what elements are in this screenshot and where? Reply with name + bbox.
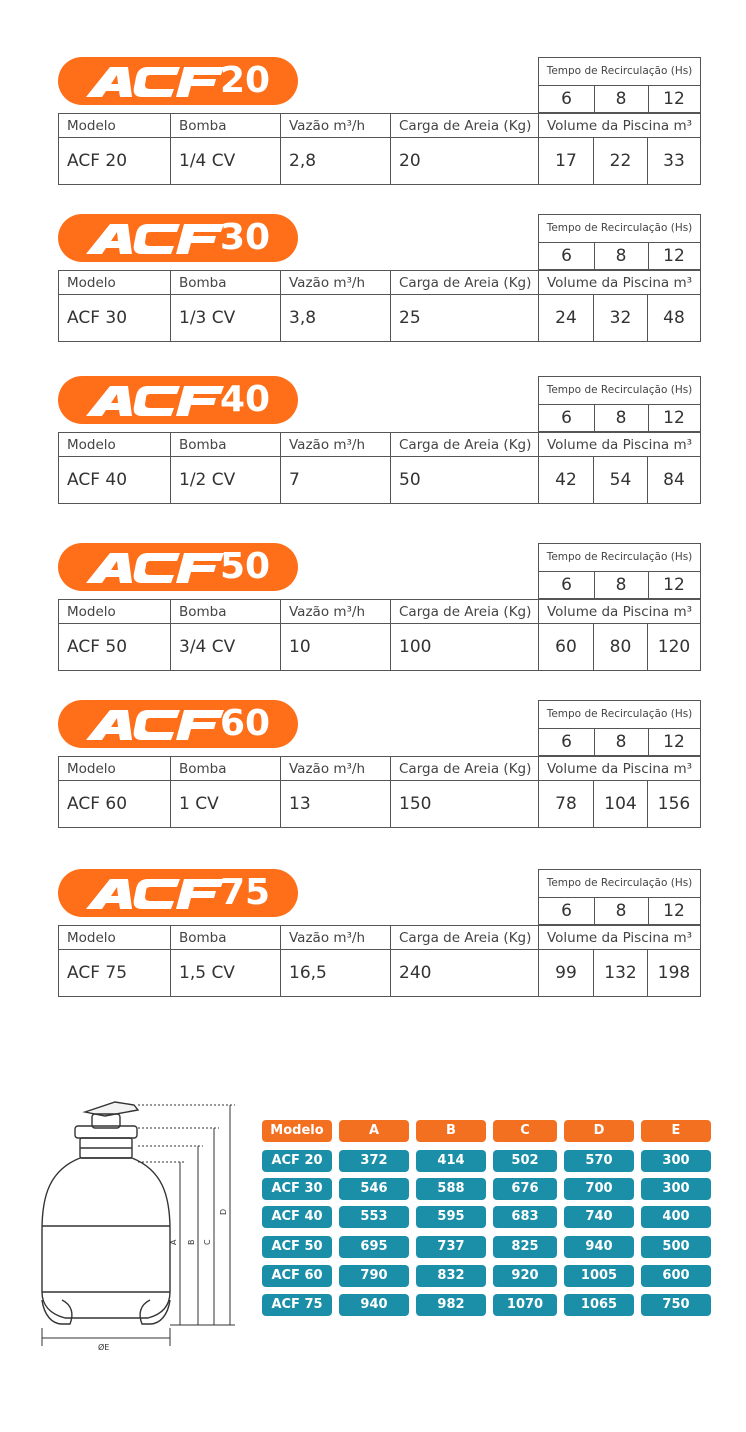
dimension-row bbox=[262, 1178, 712, 1200]
cell-volume-8h: 22 bbox=[594, 138, 648, 184]
hours-6: 6 bbox=[539, 898, 595, 925]
cell-volume-6h: 42 bbox=[539, 457, 594, 503]
cell-volume-6h: 78 bbox=[539, 781, 594, 827]
dimension-header-row bbox=[262, 1120, 712, 1142]
col-modelo: Modelo bbox=[59, 926, 171, 950]
cell-volume-12h: 156 bbox=[657, 794, 691, 814]
dimension-cell: 502 bbox=[493, 1150, 557, 1172]
dimension-cell: 740 bbox=[564, 1206, 634, 1228]
model-block-60 bbox=[58, 700, 701, 830]
dimension-cell: 695 bbox=[339, 1236, 409, 1258]
dim-c-label: C bbox=[203, 1239, 212, 1245]
dimension-cell: ACF 40 bbox=[262, 1206, 332, 1228]
dim-b-label: B bbox=[187, 1239, 196, 1245]
hours-6: 6 bbox=[539, 405, 595, 432]
recirculation-header bbox=[538, 376, 701, 432]
dim-d-label: D bbox=[219, 1208, 228, 1215]
model-badge bbox=[58, 57, 298, 105]
cell-bomba: 1,5 CV bbox=[171, 950, 281, 996]
dimension-header-cell: Modelo bbox=[262, 1120, 332, 1142]
recirc-title: Tempo de Recirculação (Hs) bbox=[539, 870, 700, 898]
recirculation-header bbox=[538, 214, 701, 270]
dimension-cell: 750 bbox=[641, 1294, 711, 1316]
recirc-title: Tempo de Recirculação (Hs) bbox=[539, 701, 700, 729]
col-modelo: Modelo bbox=[59, 600, 171, 624]
col-carga: Carga de Areia (Kg) bbox=[391, 757, 539, 781]
col-volume: Volume da Piscina m³ bbox=[539, 114, 700, 138]
dimension-cell: 1065 bbox=[564, 1294, 634, 1316]
col-volume: Volume da Piscina m³ bbox=[539, 433, 700, 457]
col-volume: Volume da Piscina m³ bbox=[539, 271, 700, 295]
recirculation-header bbox=[538, 57, 701, 113]
col-carga: Carga de Areia (Kg) bbox=[391, 271, 539, 295]
hours-6: 6 bbox=[539, 572, 595, 599]
model-number: 30 bbox=[220, 217, 271, 258]
dimension-cell: ACF 20 bbox=[262, 1150, 332, 1172]
cell-volume-8h: 54 bbox=[594, 457, 648, 503]
hours-12: 12 bbox=[663, 732, 685, 752]
dimension-header-cell: B bbox=[416, 1120, 486, 1142]
hours-6: 6 bbox=[539, 86, 595, 113]
dimension-cell: 676 bbox=[493, 1178, 557, 1200]
dimension-cell: 832 bbox=[416, 1265, 486, 1287]
recirc-title: Tempo de Recirculação (Hs) bbox=[539, 377, 700, 405]
model-number: 50 bbox=[220, 546, 271, 587]
model-badge bbox=[58, 700, 298, 748]
dimension-row bbox=[262, 1265, 712, 1287]
model-badge bbox=[58, 869, 298, 917]
dimension-cell: 1070 bbox=[493, 1294, 557, 1316]
dimension-cell: 553 bbox=[339, 1206, 409, 1228]
cell-modelo: ACF 20 bbox=[59, 138, 171, 184]
dimension-header-cell: D bbox=[564, 1120, 634, 1142]
dimension-cell: 588 bbox=[416, 1178, 486, 1200]
col-vazao: Vazão m³/h bbox=[281, 433, 391, 457]
acf-logo-icon bbox=[84, 875, 224, 911]
cell-bomba: 1/2 CV bbox=[171, 457, 281, 503]
dimension-cell: 790 bbox=[339, 1265, 409, 1287]
cell-vazao: 2,8 bbox=[281, 138, 391, 184]
cell-volume-8h: 80 bbox=[594, 624, 648, 670]
dimension-row bbox=[262, 1206, 712, 1228]
dimension-cell: 825 bbox=[493, 1236, 557, 1258]
cell-carga: 25 bbox=[391, 295, 539, 341]
dimension-cell: 982 bbox=[416, 1294, 486, 1316]
col-vazao: Vazão m³/h bbox=[281, 114, 391, 138]
dimension-cell: ACF 75 bbox=[262, 1294, 332, 1316]
dimension-cell: 940 bbox=[339, 1294, 409, 1316]
dimension-row bbox=[262, 1294, 712, 1316]
col-bomba: Bomba bbox=[171, 600, 281, 624]
dimension-header-cell: E bbox=[641, 1120, 711, 1142]
filter-dimension-drawing bbox=[30, 1100, 255, 1360]
dimension-cell: 940 bbox=[564, 1236, 634, 1258]
cell-carga: 100 bbox=[391, 624, 539, 670]
hours-12: 12 bbox=[663, 575, 685, 595]
hours-8: 8 bbox=[594, 405, 649, 432]
acf-logo-icon bbox=[84, 706, 224, 742]
recirculation-header bbox=[538, 700, 701, 756]
hours-12: 12 bbox=[663, 901, 685, 921]
dimension-cell: 920 bbox=[493, 1265, 557, 1287]
cell-volume-12h: 198 bbox=[657, 963, 691, 983]
cell-volume-12h: 120 bbox=[657, 637, 691, 657]
dimension-cell: 1005 bbox=[564, 1265, 634, 1287]
cell-vazao: 13 bbox=[281, 781, 391, 827]
spec-table bbox=[58, 432, 701, 504]
spec-table bbox=[58, 270, 701, 342]
cell-bomba: 1/3 CV bbox=[171, 295, 281, 341]
dim-e-label: ØE bbox=[98, 1343, 110, 1352]
model-number: 20 bbox=[220, 60, 271, 101]
col-carga: Carga de Areia (Kg) bbox=[391, 433, 539, 457]
cell-volume-12h: 33 bbox=[663, 151, 685, 171]
cell-bomba: 1/4 CV bbox=[171, 138, 281, 184]
cell-volume-6h: 24 bbox=[539, 295, 594, 341]
col-vazao: Vazão m³/h bbox=[281, 926, 391, 950]
dimension-cell: 300 bbox=[641, 1178, 711, 1200]
col-modelo: Modelo bbox=[59, 433, 171, 457]
recirculation-header bbox=[538, 543, 701, 599]
dimension-row bbox=[262, 1150, 712, 1172]
cell-volume-8h: 32 bbox=[594, 295, 648, 341]
dimension-cell: 570 bbox=[564, 1150, 634, 1172]
spec-table bbox=[58, 599, 701, 671]
recirc-title: Tempo de Recirculação (Hs) bbox=[539, 58, 700, 86]
hours-8: 8 bbox=[594, 243, 649, 270]
cell-volume-6h: 17 bbox=[539, 138, 594, 184]
col-volume: Volume da Piscina m³ bbox=[539, 757, 700, 781]
cell-carga: 240 bbox=[391, 950, 539, 996]
hours-12: 12 bbox=[663, 408, 685, 428]
cell-bomba: 3/4 CV bbox=[171, 624, 281, 670]
cell-carga: 150 bbox=[391, 781, 539, 827]
dimension-cell: 700 bbox=[564, 1178, 634, 1200]
cell-modelo: ACF 50 bbox=[59, 624, 171, 670]
col-carga: Carga de Areia (Kg) bbox=[391, 926, 539, 950]
hours-12: 12 bbox=[663, 89, 685, 109]
col-carga: Carga de Areia (Kg) bbox=[391, 114, 539, 138]
col-bomba: Bomba bbox=[171, 926, 281, 950]
recirc-title: Tempo de Recirculação (Hs) bbox=[539, 544, 700, 572]
recirculation-header bbox=[538, 869, 701, 925]
acf-logo-icon bbox=[84, 63, 224, 99]
dimension-cell: 600 bbox=[641, 1265, 711, 1287]
cell-volume-6h: 99 bbox=[539, 950, 594, 996]
cell-carga: 20 bbox=[391, 138, 539, 184]
model-number: 40 bbox=[220, 379, 271, 420]
acf-logo-icon bbox=[84, 549, 224, 585]
dimension-cell: 400 bbox=[641, 1206, 711, 1228]
col-volume: Volume da Piscina m³ bbox=[539, 926, 700, 950]
cell-volume-12h: 48 bbox=[663, 308, 685, 328]
hours-6: 6 bbox=[539, 729, 595, 756]
cell-bomba: 1 CV bbox=[171, 781, 281, 827]
cell-modelo: ACF 30 bbox=[59, 295, 171, 341]
model-block-75 bbox=[58, 869, 701, 999]
model-block-50 bbox=[58, 543, 701, 673]
cell-vazao: 16,5 bbox=[281, 950, 391, 996]
dimension-cell: 595 bbox=[416, 1206, 486, 1228]
cell-vazao: 10 bbox=[281, 624, 391, 670]
col-modelo: Modelo bbox=[59, 114, 171, 138]
cell-volume-8h: 104 bbox=[594, 781, 648, 827]
dimension-header-cell: C bbox=[493, 1120, 557, 1142]
model-badge bbox=[58, 376, 298, 424]
model-badge bbox=[58, 214, 298, 262]
cell-modelo: ACF 75 bbox=[59, 950, 171, 996]
hours-8: 8 bbox=[594, 86, 649, 113]
hours-8: 8 bbox=[594, 572, 649, 599]
col-vazao: Vazão m³/h bbox=[281, 600, 391, 624]
spec-table bbox=[58, 756, 701, 828]
hours-8: 8 bbox=[594, 729, 649, 756]
hours-6: 6 bbox=[539, 243, 595, 270]
hours-8: 8 bbox=[594, 898, 649, 925]
dimension-header-cell: A bbox=[339, 1120, 409, 1142]
cell-volume-12h: 84 bbox=[663, 470, 685, 490]
col-bomba: Bomba bbox=[171, 757, 281, 781]
acf-logo-icon bbox=[84, 220, 224, 256]
dimension-cell: 300 bbox=[641, 1150, 711, 1172]
col-modelo: Modelo bbox=[59, 757, 171, 781]
cell-carga: 50 bbox=[391, 457, 539, 503]
col-vazao: Vazão m³/h bbox=[281, 271, 391, 295]
dimension-cell: ACF 30 bbox=[262, 1178, 332, 1200]
model-badge bbox=[58, 543, 298, 591]
hours-12: 12 bbox=[663, 246, 685, 266]
dimension-cell: 372 bbox=[339, 1150, 409, 1172]
dimension-cell: 546 bbox=[339, 1178, 409, 1200]
col-carga: Carga de Areia (Kg) bbox=[391, 600, 539, 624]
col-bomba: Bomba bbox=[171, 114, 281, 138]
model-number: 75 bbox=[220, 872, 271, 913]
cell-vazao: 3,8 bbox=[281, 295, 391, 341]
dimension-cell: 500 bbox=[641, 1236, 711, 1258]
model-block-30 bbox=[58, 214, 701, 344]
dimension-cell: 414 bbox=[416, 1150, 486, 1172]
spec-table bbox=[58, 925, 701, 997]
col-vazao: Vazão m³/h bbox=[281, 757, 391, 781]
model-number: 60 bbox=[220, 703, 271, 744]
dimension-row bbox=[262, 1236, 712, 1258]
model-block-20 bbox=[58, 57, 701, 187]
acf-logo-icon bbox=[84, 382, 224, 418]
spec-table bbox=[58, 113, 701, 185]
col-modelo: Modelo bbox=[59, 271, 171, 295]
col-volume: Volume da Piscina m³ bbox=[539, 600, 700, 624]
dimension-cell: 737 bbox=[416, 1236, 486, 1258]
cell-modelo: ACF 40 bbox=[59, 457, 171, 503]
dimension-cell: ACF 60 bbox=[262, 1265, 332, 1287]
dimension-cell: 683 bbox=[493, 1206, 557, 1228]
recirc-title: Tempo de Recirculação (Hs) bbox=[539, 215, 700, 243]
cell-volume-8h: 132 bbox=[594, 950, 648, 996]
col-bomba: Bomba bbox=[171, 433, 281, 457]
cell-vazao: 7 bbox=[281, 457, 391, 503]
dimension-cell: ACF 50 bbox=[262, 1236, 332, 1258]
cell-modelo: ACF 60 bbox=[59, 781, 171, 827]
model-block-40 bbox=[58, 376, 701, 506]
dim-a-label: A bbox=[169, 1239, 178, 1245]
col-bomba: Bomba bbox=[171, 271, 281, 295]
cell-volume-6h: 60 bbox=[539, 624, 594, 670]
